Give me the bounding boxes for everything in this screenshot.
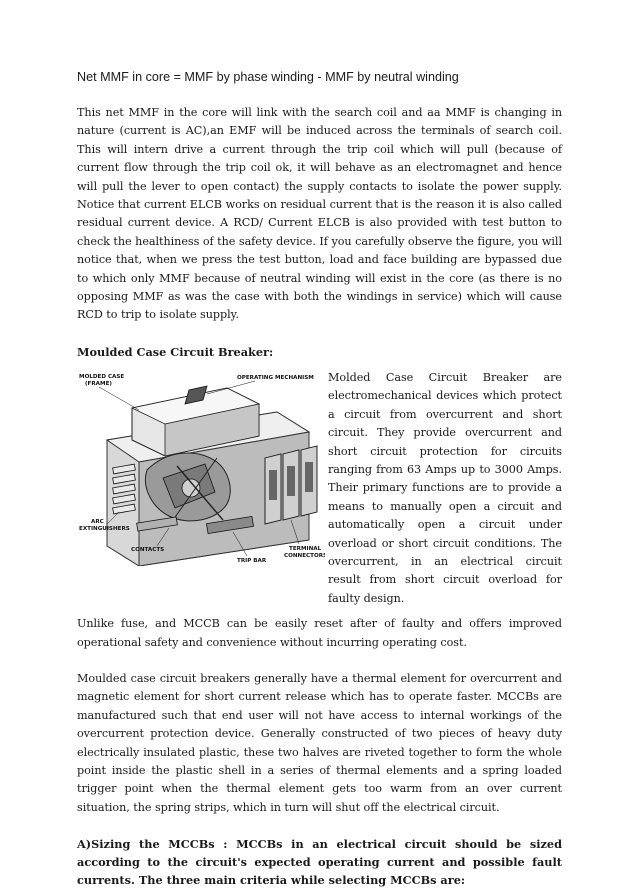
mmf-equation: Net MMF in core = MMF by phase winding - MMF by neutral winding	[77, 70, 459, 84]
mccb-figure-row	[77, 370, 562, 608]
label-contacts: CONTACTS	[131, 546, 165, 553]
mccb-cutaway-illustration	[77, 370, 325, 566]
mccb-sizing-heading: A)Sizing the MCCBs : MCCBs in an electrical circuit should be sized according to the circuit's expected operating current and possible fault currents. The three main criteria while selecting MCCBs are:	[77, 837, 562, 888]
label-terminal: TERMINAL	[289, 545, 322, 552]
label-trip-bar: TRIP BAR	[237, 557, 267, 564]
mccb-cutaway-figure	[77, 370, 325, 566]
mccb-thermal-paragraph: Moulded case circuit breakers generally have a thermal element for overcurrent and magnetic element for short current release which has to operate faster. MCCBs are manufactured such that end user will not have access to internal workings of the overcurrent protection device. Generally constructed of two pieces of heavy duty electrically insulated plastic, these two halves are riveted together to form the whole point inside the plastic shell in a series of thermal elements and a spring loaded trigger point when the thermal element gets too warm from an over current situation, the spring strips, which in turn will shut off the electrical circuit.	[77, 671, 562, 814]
label-frame: (FRAME)	[85, 380, 112, 387]
label-operating-mechanism: OPERATING MECHANISM	[237, 374, 314, 381]
label-arc: ARC	[91, 518, 104, 525]
mccb-heading: Moulded Case Circuit Breaker:	[77, 344, 274, 359]
elcb-paragraph: This net MMF in the core will link with the search coil and aa MMF is changing in nature (current is AC),an EMF will be induced across the terminals of search coil. This will intern drive a current through the trip coil which will pull (because of current flow through the trip coil ok, it will behave as an electromagnet and hence will pull the lever to open contact) the supply contacts to isolate the power supply. Notice that current ELCB works on residual current that is the reason it is also called residual current device. A RCD/ Current ELCB is also provided with test button to check the healthiness of the safety device. If you carefully observe the figure, you will notice that, when we press the test button, load and face building are bypassed due to which only MMF because of neutral winding will exist in the core (as there is no opposing MMF as was the case with both the windings in service) which will cause RCD to trip to isolate supply.	[77, 106, 562, 322]
mccb-reset-paragraph: Unlike fuse, and MCCB can be easily reset after of faulty and offers improved operational safety and convenience without incurring operating cost.	[77, 617, 562, 649]
document-page	[77, 68, 562, 889]
mccb-description: Molded Case Circuit Breaker are electromechanical devices which protect a circuit from overcurrent and short circuit. They provide overcurrent and short circuit protection for circuits ranging from 63 Amps up to 3000 Amps. Their primary functions are to provide a means to manually open a circuit and automatically open a circuit under overload or short circuit conditions. The overcurrent, in an electrical circuit result from short circuit overload for faulty design.	[328, 370, 562, 605]
label-connectors: CONNECTORS	[284, 552, 325, 559]
label-extinguishers: EXTINGUISHERS	[79, 525, 130, 532]
label-moulded-case: MOLDED CASE	[79, 373, 125, 380]
